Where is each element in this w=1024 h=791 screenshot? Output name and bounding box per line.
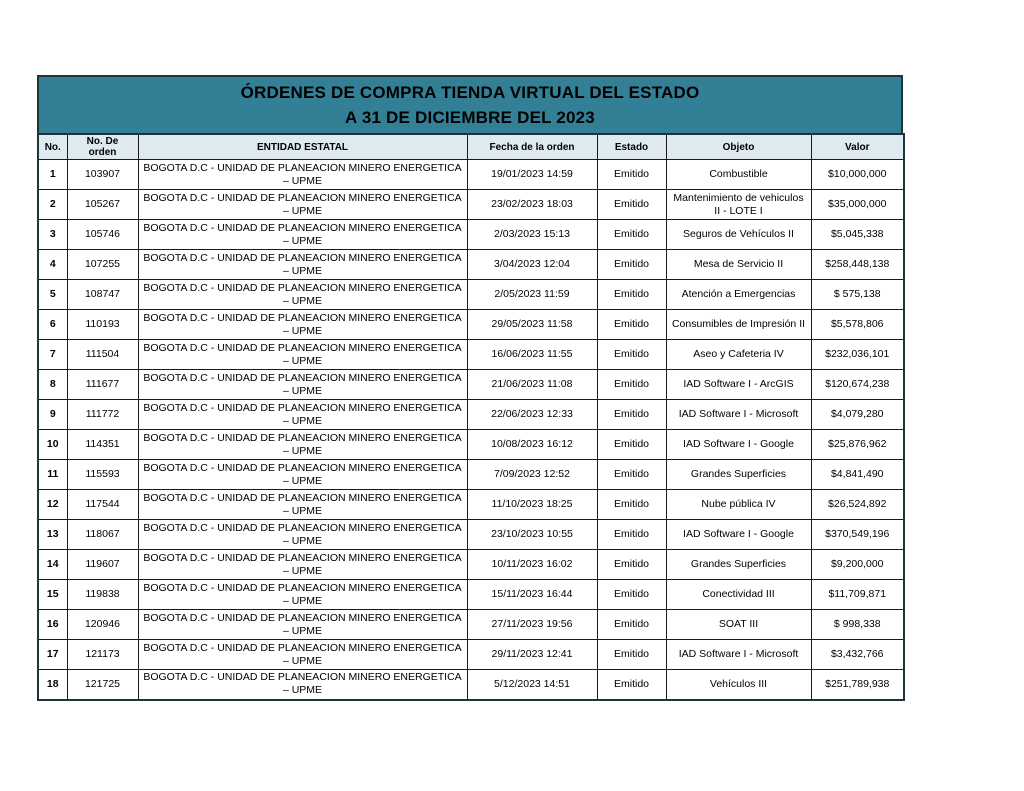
- table-row: [38, 310, 904, 340]
- cell-no: 14: [38, 550, 67, 580]
- cell-fecha: 16/06/2023 11:55: [467, 340, 597, 370]
- cell-objeto: Mantenimiento de vehiculos II - LOTE I: [666, 190, 811, 220]
- table-row: [38, 340, 904, 370]
- cell-objeto: Aseo y Cafeteria IV: [666, 340, 811, 370]
- cell-no: 10: [38, 430, 67, 460]
- cell-objeto: Conectividad III: [666, 580, 811, 610]
- cell-objeto: Grandes Superficies: [666, 550, 811, 580]
- table-row: [38, 280, 904, 310]
- cell-objeto: IAD Software I - Google: [666, 430, 811, 460]
- cell-valor: $4,079,280: [811, 400, 904, 430]
- cell-entidad: BOGOTA D.C - UNIDAD DE PLANEACION MINERO ENERGETICA – UPME: [138, 520, 467, 550]
- cell-entidad: BOGOTA D.C - UNIDAD DE PLANEACION MINERO ENERGETICA – UPME: [138, 310, 467, 340]
- cell-fecha: 23/02/2023 18:03: [467, 190, 597, 220]
- table-row: [38, 400, 904, 430]
- cell-entidad: BOGOTA D.C - UNIDAD DE PLANEACION MINERO ENERGETICA – UPME: [138, 370, 467, 400]
- cell-entidad: BOGOTA D.C - UNIDAD DE PLANEACION MINERO ENERGETICA – UPME: [138, 430, 467, 460]
- cell-entidad: BOGOTA D.C - UNIDAD DE PLANEACION MINERO ENERGETICA – UPME: [138, 220, 467, 250]
- cell-entidad: BOGOTA D.C - UNIDAD DE PLANEACION MINERO ENERGETICA – UPME: [138, 610, 467, 640]
- cell-estado: Emitido: [597, 580, 666, 610]
- cell-orden: 118067: [67, 520, 138, 550]
- cell-orden: 110193: [67, 310, 138, 340]
- table-row: [38, 640, 904, 670]
- cell-valor: $26,524,892: [811, 490, 904, 520]
- cell-fecha: 22/06/2023 12:33: [467, 400, 597, 430]
- table-row: [38, 460, 904, 490]
- cell-valor: $ 575,138: [811, 280, 904, 310]
- column-header-orden: No. De orden: [67, 134, 138, 160]
- cell-entidad: BOGOTA D.C - UNIDAD DE PLANEACION MINERO ENERGETICA – UPME: [138, 670, 467, 700]
- cell-estado: Emitido: [597, 340, 666, 370]
- cell-orden: 114351: [67, 430, 138, 460]
- cell-orden: 111677: [67, 370, 138, 400]
- cell-objeto: Seguros de Vehículos II: [666, 220, 811, 250]
- cell-no: 11: [38, 460, 67, 490]
- cell-no: 12: [38, 490, 67, 520]
- cell-fecha: 19/01/2023 14:59: [467, 160, 597, 190]
- table-row: [38, 370, 904, 400]
- report-title-line2: A 31 DE DICIEMBRE DEL 2023: [345, 108, 595, 127]
- orders-table: [37, 133, 905, 701]
- cell-valor: $5,578,806: [811, 310, 904, 340]
- table-row: [38, 490, 904, 520]
- cell-objeto: IAD Software I - Microsoft: [666, 640, 811, 670]
- cell-orden: 103907: [67, 160, 138, 190]
- cell-no: 8: [38, 370, 67, 400]
- cell-valor: $370,549,196: [811, 520, 904, 550]
- cell-no: 2: [38, 190, 67, 220]
- table-row: [38, 610, 904, 640]
- cell-valor: $3,432,766: [811, 640, 904, 670]
- table-row: [38, 160, 904, 190]
- table-row: [38, 520, 904, 550]
- cell-entidad: BOGOTA D.C - UNIDAD DE PLANEACION MINERO ENERGETICA – UPME: [138, 400, 467, 430]
- cell-estado: Emitido: [597, 520, 666, 550]
- cell-orden: 111504: [67, 340, 138, 370]
- cell-objeto: Consumibles de Impresión II: [666, 310, 811, 340]
- cell-entidad: BOGOTA D.C - UNIDAD DE PLANEACION MINERO ENERGETICA – UPME: [138, 280, 467, 310]
- table-row: [38, 580, 904, 610]
- cell-orden: 108747: [67, 280, 138, 310]
- cell-valor: $25,876,962: [811, 430, 904, 460]
- cell-entidad: BOGOTA D.C - UNIDAD DE PLANEACION MINERO ENERGETICA – UPME: [138, 190, 467, 220]
- cell-fecha: 5/12/2023 14:51: [467, 670, 597, 700]
- cell-estado: Emitido: [597, 190, 666, 220]
- cell-no: 18: [38, 670, 67, 700]
- cell-valor: $35,000,000: [811, 190, 904, 220]
- table-row: [38, 550, 904, 580]
- cell-fecha: 2/05/2023 11:59: [467, 280, 597, 310]
- cell-fecha: 29/05/2023 11:58: [467, 310, 597, 340]
- cell-entidad: BOGOTA D.C - UNIDAD DE PLANEACION MINERO ENERGETICA – UPME: [138, 640, 467, 670]
- cell-fecha: 21/06/2023 11:08: [467, 370, 597, 400]
- column-header-estado: Estado: [597, 134, 666, 160]
- cell-valor: $ 998,338: [811, 610, 904, 640]
- cell-orden: 115593: [67, 460, 138, 490]
- cell-estado: Emitido: [597, 370, 666, 400]
- cell-fecha: 7/09/2023 12:52: [467, 460, 597, 490]
- cell-estado: Emitido: [597, 490, 666, 520]
- cell-orden: 119607: [67, 550, 138, 580]
- cell-fecha: 23/10/2023 10:55: [467, 520, 597, 550]
- cell-orden: 119838: [67, 580, 138, 610]
- cell-valor: $10,000,000: [811, 160, 904, 190]
- cell-fecha: 10/08/2023 16:12: [467, 430, 597, 460]
- cell-estado: Emitido: [597, 610, 666, 640]
- cell-no: 5: [38, 280, 67, 310]
- cell-objeto: Grandes Superficies: [666, 460, 811, 490]
- cell-objeto: Nube pública IV: [666, 490, 811, 520]
- cell-fecha: 2/03/2023 15:13: [467, 220, 597, 250]
- table-row: [38, 190, 904, 220]
- cell-valor: $11,709,871: [811, 580, 904, 610]
- cell-estado: Emitido: [597, 310, 666, 340]
- cell-valor: $5,045,338: [811, 220, 904, 250]
- cell-entidad: BOGOTA D.C - UNIDAD DE PLANEACION MINERO ENERGETICA – UPME: [138, 460, 467, 490]
- cell-objeto: IAD Software I - Google: [666, 520, 811, 550]
- cell-no: 15: [38, 580, 67, 610]
- cell-no: 13: [38, 520, 67, 550]
- cell-orden: 117544: [67, 490, 138, 520]
- cell-orden: 105746: [67, 220, 138, 250]
- cell-orden: 121173: [67, 640, 138, 670]
- header-row: [38, 134, 904, 160]
- cell-entidad: BOGOTA D.C - UNIDAD DE PLANEACION MINERO ENERGETICA – UPME: [138, 490, 467, 520]
- cell-no: 3: [38, 220, 67, 250]
- cell-entidad: BOGOTA D.C - UNIDAD DE PLANEACION MINERO ENERGETICA – UPME: [138, 550, 467, 580]
- cell-valor: $9,200,000: [811, 550, 904, 580]
- table-row: [38, 250, 904, 280]
- cell-fecha: 27/11/2023 19:56: [467, 610, 597, 640]
- cell-valor: $232,036,101: [811, 340, 904, 370]
- column-header-fecha: Fecha de la orden: [467, 134, 597, 160]
- cell-orden: 121725: [67, 670, 138, 700]
- cell-orden: 120946: [67, 610, 138, 640]
- column-header-no: No.: [38, 134, 67, 160]
- cell-valor: $251,789,938: [811, 670, 904, 700]
- report-title-line1: ÓRDENES DE COMPRA TIENDA VIRTUAL DEL ESTADO: [240, 83, 700, 102]
- cell-estado: Emitido: [597, 400, 666, 430]
- cell-fecha: 15/11/2023 16:44: [467, 580, 597, 610]
- cell-no: 9: [38, 400, 67, 430]
- cell-estado: Emitido: [597, 280, 666, 310]
- orders-report: [37, 75, 903, 701]
- cell-fecha: 29/11/2023 12:41: [467, 640, 597, 670]
- cell-fecha: 10/11/2023 16:02: [467, 550, 597, 580]
- cell-no: 6: [38, 310, 67, 340]
- column-header-valor: Valor: [811, 134, 904, 160]
- cell-valor: $120,674,238: [811, 370, 904, 400]
- cell-orden: 107255: [67, 250, 138, 280]
- cell-objeto: IAD Software I - Microsoft: [666, 400, 811, 430]
- cell-entidad: BOGOTA D.C - UNIDAD DE PLANEACION MINERO ENERGETICA – UPME: [138, 250, 467, 280]
- report-title-block: [37, 75, 903, 133]
- cell-estado: Emitido: [597, 670, 666, 700]
- cell-objeto: Mesa de Servicio II: [666, 250, 811, 280]
- cell-no: 17: [38, 640, 67, 670]
- cell-estado: Emitido: [597, 250, 666, 280]
- cell-objeto: SOAT III: [666, 610, 811, 640]
- cell-estado: Emitido: [597, 550, 666, 580]
- cell-objeto: Vehículos III: [666, 670, 811, 700]
- cell-estado: Emitido: [597, 460, 666, 490]
- table-row: [38, 670, 904, 700]
- cell-no: 7: [38, 340, 67, 370]
- table-header: [38, 134, 904, 160]
- table-body: [38, 160, 904, 700]
- cell-fecha: 11/10/2023 18:25: [467, 490, 597, 520]
- cell-no: 1: [38, 160, 67, 190]
- table-row: [38, 220, 904, 250]
- cell-valor: $258,448,138: [811, 250, 904, 280]
- table-row: [38, 430, 904, 460]
- cell-estado: Emitido: [597, 220, 666, 250]
- cell-no: 16: [38, 610, 67, 640]
- cell-objeto: IAD Software I - ArcGIS: [666, 370, 811, 400]
- cell-estado: Emitido: [597, 640, 666, 670]
- cell-no: 4: [38, 250, 67, 280]
- cell-entidad: BOGOTA D.C - UNIDAD DE PLANEACION MINERO ENERGETICA – UPME: [138, 580, 467, 610]
- cell-orden: 111772: [67, 400, 138, 430]
- cell-entidad: BOGOTA D.C - UNIDAD DE PLANEACION MINERO ENERGETICA – UPME: [138, 160, 467, 190]
- cell-objeto: Combustible: [666, 160, 811, 190]
- cell-objeto: Atención a Emergencias: [666, 280, 811, 310]
- cell-valor: $4,841,490: [811, 460, 904, 490]
- cell-fecha: 3/04/2023 12:04: [467, 250, 597, 280]
- cell-orden: 105267: [67, 190, 138, 220]
- column-header-entidad: ENTIDAD ESTATAL: [138, 134, 467, 160]
- cell-estado: Emitido: [597, 430, 666, 460]
- cell-estado: Emitido: [597, 160, 666, 190]
- column-header-objeto: Objeto: [666, 134, 811, 160]
- cell-entidad: BOGOTA D.C - UNIDAD DE PLANEACION MINERO ENERGETICA – UPME: [138, 340, 467, 370]
